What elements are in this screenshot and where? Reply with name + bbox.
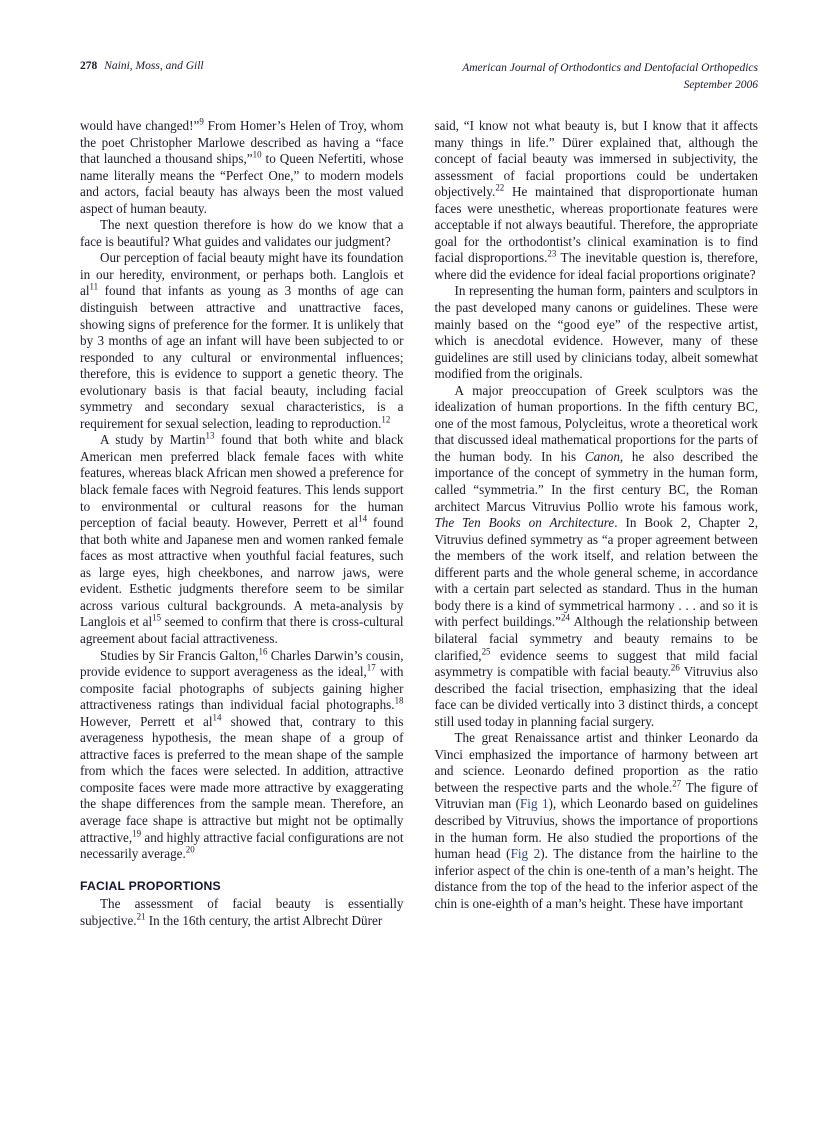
running-head-authors: Naini, Moss, and Gill [104, 60, 204, 72]
citation-marker: 11 [89, 282, 99, 293]
text-run: showed that, contrary to this averageness hypothesis, the mean shape of a group of attractive faces is preferred to the mean shape of the sample from which the faces were selected. In addition, attractive composite faces were made more attractive by exaggerating the shape differences from the sample mean. Therefore, an average face shape is attractive but might not be optimally attractive, [80, 713, 404, 845]
text-run: The great Renaissance artist and thinker Leonardo da Vinci emphasized the importance of harmony between art and science. Leonardo defined proportion as the ratio between the respective parts and the whole. [434, 730, 758, 795]
citation-marker: 19 [132, 828, 142, 839]
figure-link-fig1[interactable]: Fig 1 [519, 796, 549, 812]
text-run: and highly attractive facial configurations are not necessarily average. [80, 829, 404, 862]
paragraph-continuation [80, 118, 404, 217]
text-run: he also described the importance of the concept of symmetry in the human form, called “symmetria.” In the first century BC, the Roman architect Marcus Vitruvius Pollio wrote his famous work, [434, 448, 758, 514]
citation-marker: 24 [561, 613, 570, 624]
text-run: A major preoccupation of Greek sculptors was the idealization of human proportions. In the fifth century BC, one of the most famous, Polycleitus, wrote a theoretical work that discussed ideal mathematical proportions for the parts of the human body. In his [434, 382, 758, 464]
text-run: found that infants as young as 3 months of age can distinguish between attractive and unattractive faces, showing signs of preference for the former. It is unlikely that by 3 months of age an infant will have been subjected to or responded to any cultural or environmental influences; therefore, this is evidence to support a genetic theory. The evolutionary basis is that facial beauty, including facial symmetry and secondary sexual characteristics, is a requirement for sexual selection, leading to reproduction. [80, 283, 404, 431]
citation-marker: 22 [495, 182, 505, 193]
text-run: ), which Leonardo based on guidelines described by Vitruvius, shows the importance of proportions in the human form. He also studied the proportions of the human head ( [434, 796, 758, 862]
citation-marker: 14 [358, 513, 368, 524]
text-run: He maintained that disproportionate human faces were unesthetic, whereas proportionate features were acceptable if not always beautiful. Therefore, the appropriate goal for the orthodontist’s clinical examination is to find facial disproportions. [434, 184, 758, 266]
text-run: seemed to confirm that there is cross-cultural agreement about facial attractiveness. [80, 614, 404, 646]
citation-marker: 10 [252, 149, 262, 160]
text-run: found that both white and black American men preferred black female faces with white features, whereas black African men showed a preference for black female faces with Negroid features. This lends support to environmental or cultural reasons for the human perception of facial beauty. However, Perrett et al [80, 432, 404, 531]
text-run: Studies by Sir Francis Galton, [100, 647, 259, 663]
text-run: ). The distance from the hairline to the inferior aspect of the chin is one-tenth of a man’s height. The distance from the top of the head to the inferior aspect of the chin is one-eighth of a man’s height. These have important [434, 846, 758, 911]
text-run: Charles Darwin’s cousin, provide evidence to support averageness as the ideal, [80, 647, 404, 680]
book-title-ten-books: The Ten Books on Architecture [434, 515, 615, 531]
citation-marker: 18 [394, 695, 404, 706]
paragraph [435, 383, 759, 730]
text-run: In representing the human form, painters and sculptors in the past developed many canons or guidelines. These were mainly based on the “good eye” of the respective artist, which is anecdotal evidence. However, many of these guidelines are still used by clinicians today, albeit somewhat modified from the originals. [434, 283, 758, 382]
text-run: From Homer’s Helen of Troy, whom the poet Christopher Marlowe described as having a “face that launched a thousand ships,” [80, 118, 404, 167]
citation-marker: 23 [547, 249, 557, 259]
page-number: 278 [80, 60, 98, 72]
citation-marker: 27 [672, 778, 682, 789]
paragraph [435, 730, 759, 912]
text-run: evidence seems to suggest that mild facial asymmetry is compatible with facial beauty. [434, 647, 758, 680]
text-run: The inevitable question is, therefore, where did the evidence for ideal facial proportions originate? [434, 250, 758, 282]
running-head-right [462, 60, 758, 93]
text-run: said, “I know not what beauty is, but I know that it affects many things in life.” Dürer explained that, although the concept of facial beauty was immersed in subjectivity, the assessment of facial proportions could be undertaken objectively. [434, 118, 758, 200]
section-heading-facial-proportions: FACIAL PROPORTIONS [80, 878, 221, 893]
text-run: Although the relationship between bilateral facial symmetry and beauty remains to be clarified, [434, 614, 758, 663]
book-title-canon: Canon, [584, 448, 624, 464]
citation-marker: 9 [199, 116, 204, 127]
text-run: with composite facial photographs of subjects gaining higher attractiveness ratings than individual facial photographs. [80, 664, 404, 713]
text-run: In the 16th century, the artist Albrecht Dürer [145, 912, 383, 928]
citation-marker: 26 [670, 662, 680, 673]
citation-marker: 16 [258, 646, 268, 657]
running-head [80, 60, 758, 93]
text-run: found that both white and Japanese men and women ranked female faces as most attractive when youthful facial features, such as large eyes, high cheekbones, and narrow jaws, were evident. Esthetic judgments therefore seem to be similar across various cultural backgrounds. A meta-analysis by Langlois et al [80, 515, 404, 630]
left-column [80, 118, 404, 1053]
text-run: Our perception of facial beauty might have its foundation in our heredity, environment, or perhaps both. Langlois et al [80, 250, 404, 299]
journal-title: American Journal of Orthodontics and Dentofacial Orthopedics [462, 62, 758, 74]
running-head-left [80, 60, 204, 72]
citation-marker: 15 [152, 613, 162, 624]
paragraph [80, 217, 404, 250]
citation-marker: 13 [205, 431, 215, 442]
figure-link-fig2[interactable]: Fig 2 [510, 846, 541, 862]
text-run: However, Perrett et al [80, 713, 213, 729]
paragraph [80, 432, 404, 647]
text-run: The assessment of facial beauty is essentially subjective. [80, 896, 404, 928]
paragraph [80, 896, 404, 929]
text-run: to Queen Nefertiti, whose name literally means the “Perfect One,” to modern models and actors, facial beauty has always been the most valued aspect of human beauty. [80, 151, 404, 216]
citation-marker: 14 [212, 712, 222, 723]
text-run: The figure of Vitruvian man ( [434, 779, 758, 812]
text-run: Vitruvius also described the facial trisection, emphasizing that the ideal face can be divided vertically into 3 distinct thirds, a concept still used today in planning facial surgery. [434, 664, 758, 729]
text-run: The next question therefore is how do we know that a face is beautiful? What guides and validates our judgment? [80, 217, 404, 249]
paragraph-continuation [435, 118, 759, 283]
body-columns [80, 118, 758, 1053]
issue-date: September 2006 [683, 78, 758, 91]
text-run: would have changed!” [80, 118, 200, 133]
citation-marker: 12 [381, 414, 391, 425]
paragraph [80, 250, 404, 432]
text-run: . In Book 2, Chapter 2, Vitruvius defined symmetry as “a proper agreement between the members of the work itself, and relation between the different parts and the whole general scheme, in accordance with a certain part selected as standard. Thus in the human body there is a kind of symmetrical harmony . . . and so it is with perfect buildings.” [434, 515, 758, 630]
paragraph [80, 648, 404, 863]
citation-marker: 20 [185, 844, 195, 855]
citation-marker: 25 [481, 646, 491, 657]
paragraph [435, 283, 759, 382]
right-column [435, 118, 759, 1053]
text-run: A study by Martin [100, 432, 206, 448]
citation-marker: 17 [366, 662, 376, 673]
citation-marker: 21 [136, 911, 146, 922]
